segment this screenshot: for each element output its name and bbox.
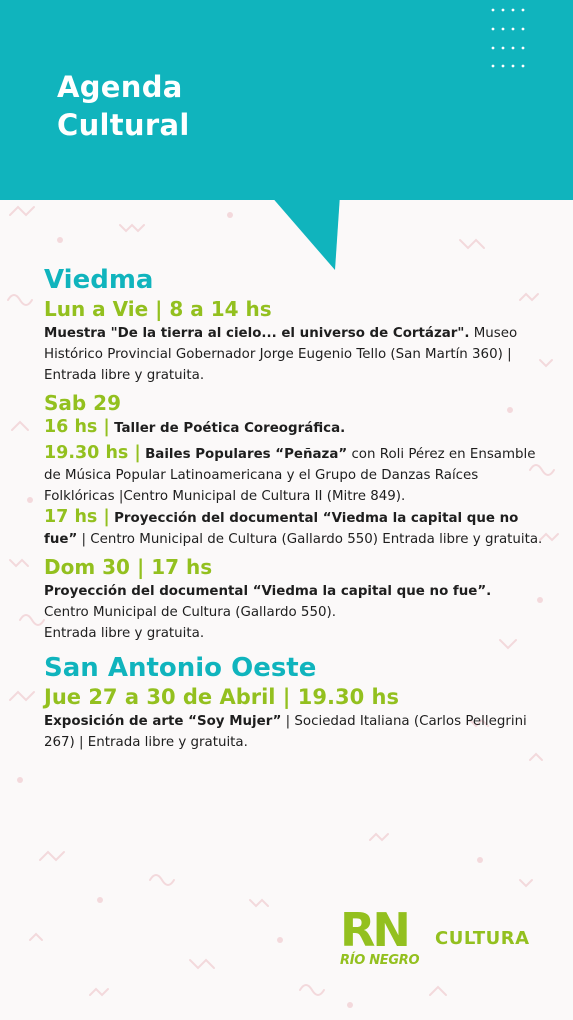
speech-bubble-tail bbox=[0, 195, 573, 275]
title-line-1: Agenda bbox=[57, 70, 183, 104]
event-proyeccion-dom-title: Proyección del documental “Viedma la capital que no fue”. bbox=[44, 584, 492, 599]
event-proyeccion-sab bbox=[44, 507, 544, 550]
event-proyeccion-dom-entry: Entrada libre y gratuita. bbox=[44, 626, 205, 641]
event-proyeccion-sab-details: | Centro Municipal de Cultura (Gallardo 550) Entrada libre y gratuita. bbox=[77, 532, 543, 547]
title-line-2: Cultural bbox=[57, 108, 190, 142]
city-heading-san-antonio: San Antonio Oeste bbox=[44, 653, 317, 683]
day-heading-dom: Dom 30 | 17 hs bbox=[44, 555, 213, 579]
event-proyeccion-dom bbox=[44, 581, 544, 644]
rio-negro-label: RÍO NEGRO bbox=[340, 953, 420, 968]
event-proyeccion-sab-time: 17 hs | bbox=[44, 507, 110, 527]
event-muestra-title: Muestra "De la tierra al cielo... el universo de Cortázar". bbox=[44, 326, 470, 341]
event-taller bbox=[44, 417, 544, 439]
day-heading-lun-vie: Lun a Vie | 8 a 14 hs bbox=[44, 297, 272, 321]
event-muestra-details: Museo Histórico Provincial Gobernador Jorge Eugenio Tello (San Martín 360) | Entrada libre y gratuita. bbox=[44, 326, 518, 383]
event-bailes-title: Bailes Populares “Peñaza” bbox=[145, 447, 348, 462]
event-bailes-details: con Roli Pérez en Ensamble de Música Popular Latinoamericana y el Grupo de Danzas Raíces Folklóricas |Centro Municipal de Cultura II (Mitre 849). bbox=[44, 447, 536, 504]
event-exposicion-title: Exposición de arte “Soy Mujer” bbox=[44, 714, 282, 729]
page-title bbox=[57, 68, 190, 144]
event-proyeccion-dom-venue: Centro Municipal de Cultura (Gallardo 550). bbox=[44, 605, 336, 620]
event-bailes-time: 19.30 hs | bbox=[44, 443, 141, 463]
rio-negro-cultura-logo bbox=[340, 906, 540, 976]
city-heading-viedma: Viedma bbox=[44, 265, 154, 295]
event-bailes bbox=[44, 443, 544, 507]
event-taller-time: 16 hs | bbox=[44, 417, 110, 437]
cultura-label: CULTURA bbox=[435, 928, 530, 949]
day-heading-sab: Sab 29 bbox=[44, 391, 122, 415]
day-heading-jue-abril: Jue 27 a 30 de Abril | 19.30 hs bbox=[44, 685, 399, 709]
event-proyeccion-sab-title: Proyección del documental “Viedma la capital que no fue” bbox=[44, 511, 519, 547]
event-exposicion-details: | Sociedad Italiana (Carlos Pellegrini 267) | Entrada libre y gratuita. bbox=[44, 714, 527, 750]
event-taller-title: Taller de Poética Coreográfica. bbox=[114, 421, 346, 436]
agenda-content bbox=[44, 264, 544, 753]
event-muestra bbox=[44, 323, 544, 386]
event-exposicion bbox=[44, 711, 544, 753]
rn-logo-mark bbox=[340, 906, 422, 950]
dots-decoration-icon bbox=[490, 6, 530, 70]
rn-logo-text: RN bbox=[340, 906, 408, 950]
